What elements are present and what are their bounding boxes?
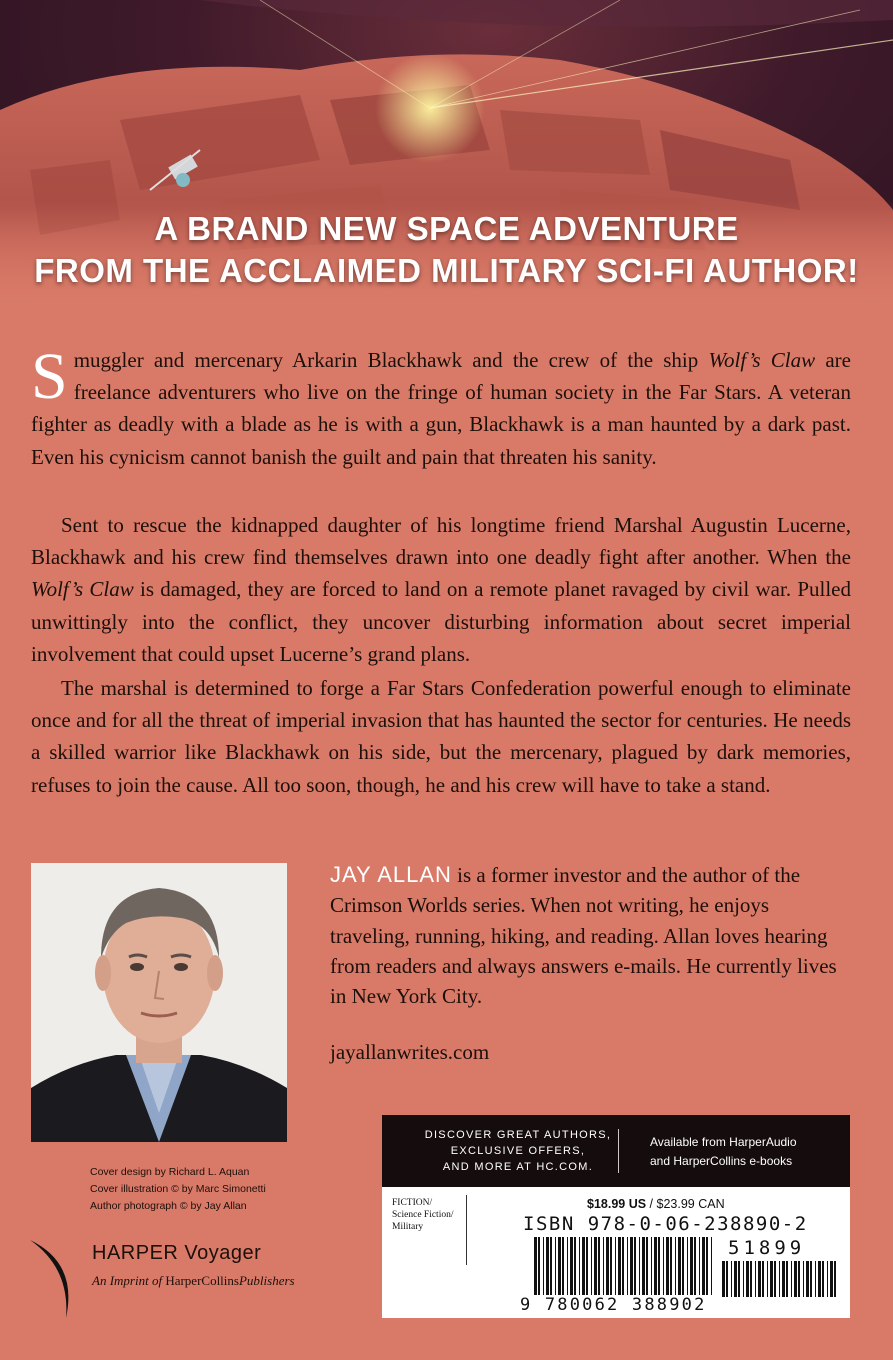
- barcode-bar: [834, 1261, 836, 1297]
- barcode-bar: [606, 1237, 609, 1295]
- barcode-bar: [786, 1261, 788, 1297]
- credit-cover-design: Cover design by Richard L. Aquan: [90, 1166, 250, 1178]
- barcode-bar: [746, 1261, 749, 1297]
- barcode-bar: [815, 1261, 816, 1297]
- barcode-bar: [806, 1261, 809, 1297]
- barcode-bar: [634, 1237, 636, 1295]
- promo-line: DISCOVER GREAT AUTHORS,: [424, 1129, 612, 1141]
- barcode-bar: [782, 1261, 785, 1297]
- promo-divider: [618, 1129, 619, 1173]
- barcode-bar: [582, 1237, 585, 1295]
- author-bio-text: is a former investor and the author of the Crimson Worlds series. When not writing, he enjoys traveling, running, hiking, and reading. Allan loves hearing from readers and always answers e-mails. He currently lives in New York City.: [330, 863, 837, 1009]
- drop-cap: S: [31, 340, 68, 413]
- barcode-bar: [687, 1237, 688, 1295]
- barcode-bar: [627, 1237, 628, 1295]
- barcode-bar: [774, 1261, 776, 1297]
- credit-author-photo: Author photograph © by Jay Allan: [90, 1200, 247, 1212]
- blurb-text: is damaged, they are forced to land on a remote planet ravaged by civil war. Pulled unwittingly into the conflict, they uncover disturbing information about secret imperial involvement that could upset Lucerne’s grand plans.: [31, 577, 852, 666]
- barcode-bar: [538, 1237, 540, 1295]
- barcode-bar: [734, 1261, 737, 1297]
- barcode-digits: 9 780062 388902: [520, 1295, 707, 1315]
- blurb-paragraph-1: [31, 340, 851, 473]
- price-us: $18.99 US: [587, 1197, 647, 1211]
- harper-voyager-logo-icon: [28, 1238, 80, 1320]
- category-line: Military: [392, 1222, 424, 1232]
- cover-credits: [90, 1164, 266, 1215]
- barcode-bar: [594, 1237, 597, 1295]
- imprint-suffix: Publishers: [238, 1273, 295, 1288]
- barcode-bar: [827, 1261, 828, 1297]
- author-portrait: [31, 863, 287, 1142]
- cover-illustration: [0, 0, 893, 312]
- category-label: [392, 1197, 466, 1233]
- barcode-bar: [818, 1261, 821, 1297]
- blurb-paragraph-3: [31, 672, 851, 801]
- barcode-bar: [555, 1237, 556, 1295]
- imprint-text: An Imprint of: [92, 1273, 166, 1288]
- barcode-bar: [570, 1237, 573, 1295]
- barcode-bar: [810, 1261, 812, 1297]
- barcode-bar: [678, 1237, 681, 1295]
- barcode-bar: [743, 1261, 744, 1297]
- barcode-bar: [682, 1237, 684, 1295]
- barcode-bar: [694, 1237, 696, 1295]
- barcode-bar: [762, 1261, 764, 1297]
- barcode-bar: [615, 1237, 616, 1295]
- promo-formats: [650, 1133, 840, 1171]
- barcode-bar: [731, 1261, 732, 1297]
- author-name: JAY ALLAN: [330, 862, 452, 887]
- barcode-box: [382, 1187, 850, 1318]
- blurb-text: muggler and mercenary Arkarin Blackhawk and the crew of the ship: [73, 348, 709, 372]
- barcode-bar: [803, 1261, 804, 1297]
- barcode-bar: [767, 1261, 768, 1297]
- barcode-bar: [639, 1237, 640, 1295]
- barcode-bar: [670, 1237, 672, 1295]
- barcode-bar: [706, 1237, 708, 1295]
- publisher-name: HARPER Voyager: [92, 1242, 262, 1264]
- barcode-bar: [610, 1237, 612, 1295]
- barcode-bar: [591, 1237, 592, 1295]
- blurb-text: Sent to rescue the kidnapped daughter of his longtime friend Marshal Augustin Lucerne, Blackhawk and his crew find themselves drawn into one deadly fight after another. When the: [31, 513, 851, 570]
- barcode-bar: [798, 1261, 800, 1297]
- barcode-bar: [663, 1237, 664, 1295]
- barcode-bar: [642, 1237, 645, 1295]
- barcode-bar: [603, 1237, 604, 1295]
- barcode-bar: [722, 1261, 725, 1297]
- barcode-bar: [550, 1237, 552, 1295]
- barcode-bar: [622, 1237, 624, 1295]
- barcode-bar: [567, 1237, 568, 1295]
- barcode-bar: [750, 1261, 752, 1297]
- price-separator: /: [646, 1197, 657, 1211]
- barcode-bar: [543, 1237, 544, 1295]
- barcode-bar: [658, 1237, 660, 1295]
- price: [587, 1197, 725, 1211]
- barcode-bar: [651, 1237, 652, 1295]
- barcode-bar: [534, 1237, 537, 1295]
- blurb-text: are freelance adventurers who live on the fringe of human society in the Far Stars. A veteran fighter as deadly with a blade as he is with a gun, Blackhawk is a man haunted by a dark past. Even his cynicism cannot banish the guilt and pain that threaten his sanity.: [31, 348, 851, 469]
- author-bio: [330, 860, 852, 1011]
- barcode-bar: [758, 1261, 761, 1297]
- barcode-bar: [630, 1237, 633, 1295]
- author-website: jayallanwrites.com: [330, 1040, 490, 1064]
- barcode-addon-bars: [722, 1261, 840, 1297]
- barcode-bar: [654, 1237, 657, 1295]
- author-photo: [31, 863, 287, 1142]
- category-line: Science Fiction/: [392, 1210, 454, 1220]
- barcode-bar: [690, 1237, 693, 1295]
- promo-offers: [420, 1127, 616, 1175]
- barcode-bar: [562, 1237, 564, 1295]
- barcode-bar: [830, 1261, 833, 1297]
- isbn-number: ISBN 978-0-06-238890-2: [523, 1213, 808, 1235]
- barcode-bar: [755, 1261, 756, 1297]
- headline-line-2: FROM THE ACCLAIMED MILITARY SCI-FI AUTHOR!: [34, 252, 859, 289]
- barcode-bar: [794, 1261, 797, 1297]
- barcode-bar: [791, 1261, 792, 1297]
- barcode-bar: [618, 1237, 621, 1295]
- barcode-bar: [699, 1237, 700, 1295]
- barcode-bar: [779, 1261, 780, 1297]
- category-line: FICTION/: [392, 1198, 433, 1208]
- barcode-bar: [574, 1237, 576, 1295]
- headline-line-1: A BRAND NEW SPACE ADVENTURE: [154, 210, 739, 247]
- barcode-bar: [546, 1237, 549, 1295]
- ship-name: Wolf’s Claw: [708, 348, 816, 372]
- ship-name: Wolf’s Claw: [31, 577, 134, 602]
- imprint-company: HarperCollins: [165, 1273, 239, 1288]
- promo-line: EXCLUSIVE OFFERS,: [450, 1145, 586, 1157]
- barcode-bar: [726, 1261, 728, 1297]
- promo-line: Available from HarperAudio: [650, 1135, 797, 1149]
- price-can: $23.99 CAN: [656, 1197, 725, 1211]
- barcode-bar: [770, 1261, 773, 1297]
- barcode-ean-bars: [534, 1237, 714, 1295]
- blurb-paragraph-2: [31, 509, 851, 670]
- promo-box: [382, 1115, 850, 1187]
- barcode-bar: [598, 1237, 600, 1295]
- barcode-bar: [675, 1237, 676, 1295]
- barcode-bar: [646, 1237, 648, 1295]
- barcode-bar: [822, 1261, 824, 1297]
- barcode-bar: [558, 1237, 561, 1295]
- credit-cover-illustration: Cover illustration © by Marc Simonetti: [90, 1183, 266, 1195]
- barcode-bar: [738, 1261, 740, 1297]
- barcode-bar: [579, 1237, 580, 1295]
- promo-line: and HarperCollins e-books: [650, 1154, 793, 1168]
- barcode-addon-digits: 51899: [728, 1237, 806, 1259]
- promo-line: AND MORE AT HC.COM.: [442, 1161, 594, 1173]
- blurb-text: The marshal is determined to forge a Far Stars Confederation powerful enough to eliminate once and for all the threat of imperial invasion that has haunted the sector for centuries. He needs a skilled warrior like Blackhawk on his side, but the mercenary, plagued by dark memories, refuses to join the cause. All too soon, though, he and his crew will have to take a stand.: [31, 676, 851, 797]
- barcode-bar: [666, 1237, 669, 1295]
- barcode-bar: [702, 1237, 705, 1295]
- category-divider: [466, 1195, 467, 1265]
- barcode-bar: [711, 1237, 712, 1295]
- publisher-imprint: [92, 1273, 295, 1289]
- barcode-bar: [586, 1237, 588, 1295]
